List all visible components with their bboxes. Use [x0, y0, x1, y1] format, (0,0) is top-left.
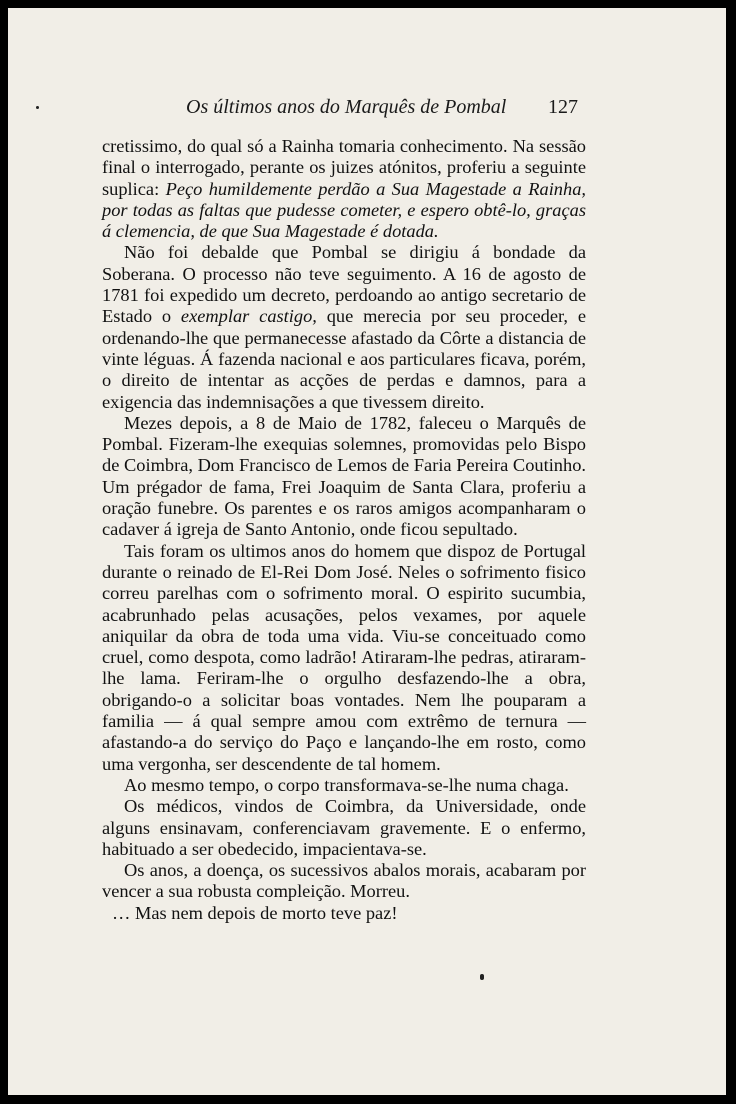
paragraph-6: Os médicos, vindos de Coimbra, da Universidade, onde alguns ensinavam, conferenciavam gravemente. E o enfermo, habituado a ser obedecido, impacientava-se.: [102, 796, 586, 859]
paragraph-1-quote: Peço humildemente perdão a Sua Magestade a Rainha, por todas as faltas que pudesse cometer, e espero obtê-lo, graças á clemencia, de que Sua Magestade é dotada.: [102, 178, 586, 242]
paragraph-3: Mezes depois, a 8 de Maio de 1782, faleceu o Marquês de Pombal. Fizeram-lhe exequias solemnes, promovidas pelo Bispo de Coimbra, Dom Francisco de Lemos de Faria Pereira Coutinho. Um prégador de fama, Frei Joaquim de Santa Clara, proferiu a oração funebre. Os parentes e os raros amigos acompanharam o cadaver á igreja de Santo Antonio, onde ficou sepultado.: [102, 412, 586, 540]
paragraph-1: [102, 136, 586, 242]
paragraph-2-text-b: que merecia por seu proceder, e ordenando-lhe que permanecesse afastado da Côrte a distancia de vinte léguas. Á fazenda nacional e aos particulares ficava, porém, o direito de intentar as acções de perdas e damnos, para a exigencia das indemnisações a que tivessem direito.: [102, 306, 586, 412]
margin-dot: [36, 106, 39, 109]
running-title: Os últimos anos do Marquês de Pombal: [186, 96, 507, 118]
paragraph-2-text-a: Não foi debalde que Pombal se dirigiu á bondade da Soberana. O processo não teve seguimento. A 16 de agosto de 1781 foi expedido um decreto, perdoando ao antigo secretario de Estado o: [102, 242, 586, 327]
paragraph-1-text: cretissimo, do qual só a Rainha tomaria conhecimento. Na sessão final o interrogado, perante os juizes atónitos, proferiu a seguinte suplica:: [102, 136, 586, 199]
body-text: [102, 136, 586, 924]
paragraph-5: Ao mesmo tempo, o corpo transformava-se-lhe numa chaga.: [124, 774, 569, 795]
page-header: [8, 96, 726, 122]
book-page: [8, 8, 726, 1095]
paragraph-7: Os anos, a doença, os sucessivos abalos morais, acabaram por vencer a sua robusta compleição. Morreu.: [102, 860, 586, 902]
paragraph-2: [102, 242, 586, 412]
page-number: 127: [548, 96, 578, 118]
paragraph-4: Tais foram os ultimos anos do homem que dispoz de Portugal durante o reinado de El-Rei Dom José. Neles o sofrimento fisico correu parelhas com o sofrimento moral. O espirito sucumbia, acabrunhado pelas acusações, pelos vexames, por aquele aniquilar da obra de toda uma vida. Viu-se conceituado como cruel, como despota, como ladrão! Atiraram-lhe pedras, atiraram-lhe lama. Feriram-lhe o orgulho desfazendo-lhe a obra, obrigando-o a solicitar boas vontades. Nem lhe pouparam a familia — á qual sempre amou com extrêmo de ternura — afastando-a do serviço do Paço e lançando-lhe em rosto, como uma vergonha, ser descendente de tal homem.: [102, 540, 586, 774]
paragraph-8: … Mas nem depois de morto teve paz!: [112, 902, 398, 923]
paragraph-2-emphasis: exemplar castigo,: [180, 306, 317, 327]
footer-mark: [480, 974, 484, 980]
